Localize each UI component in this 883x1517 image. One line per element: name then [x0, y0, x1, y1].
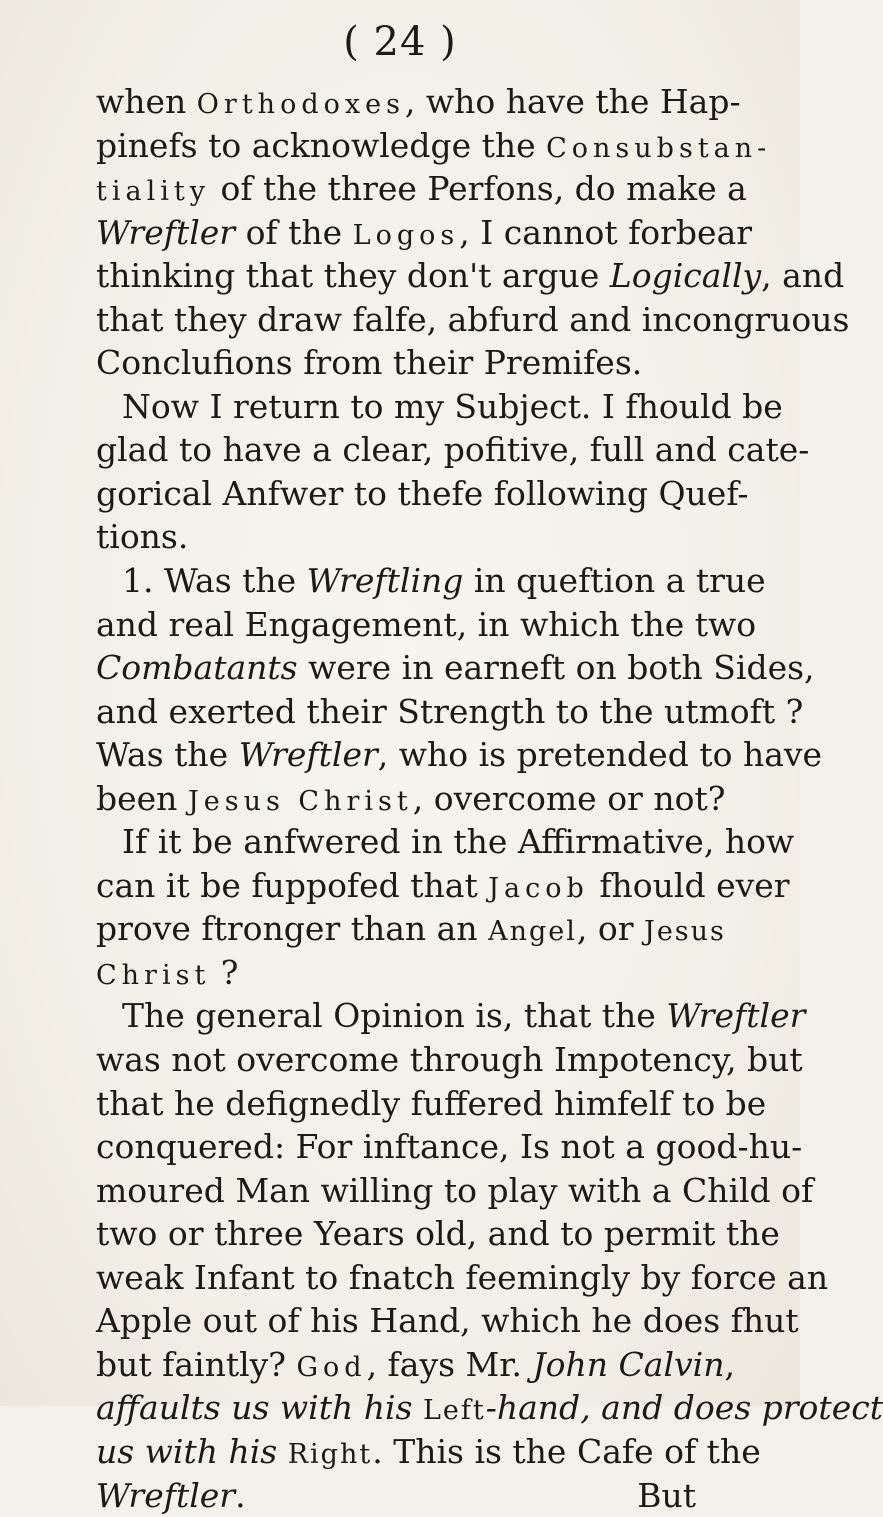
text-line: prove ftronger than an Angel, or Jesus	[96, 907, 696, 951]
text-line: two or three Years old, and to permit the	[96, 1212, 696, 1256]
text-line: Apple out of his Hand, which he does fhut	[96, 1299, 696, 1343]
text-line: but faintly? God, fays Mr. John Calvin,	[96, 1343, 696, 1387]
text-line: conquered: For inftance, Is not a good-hu-	[96, 1125, 696, 1169]
text-line: The general Opinion is, that the Wreftler	[96, 994, 696, 1038]
text-line: Was the Wreftler, who is pretended to have	[96, 733, 696, 777]
text-line: can it be fuppofed that Jacob fhould ever	[96, 864, 696, 908]
text-line: 1. Was the Wreftling in queftion a true	[96, 559, 696, 603]
text-line: pinefs to acknowledge the Consubstan-	[96, 124, 696, 168]
text-line: tions.	[96, 515, 696, 559]
text-line: moured Man willing to play with a Child of	[96, 1169, 696, 1213]
text-line: Wreftler of the Logos, I cannot forbear	[96, 211, 696, 255]
text-line: Christ ?	[96, 951, 696, 995]
text-line: tiality of the three Perfons, do make a	[96, 167, 696, 211]
text-line: and exerted their Strength to the utmoft ?	[96, 690, 696, 734]
text-line: us with his Right. This is the Cafe of the	[96, 1430, 696, 1474]
text-line: that they draw falfe, abfurd and incongruous	[96, 298, 696, 342]
text-line: weak Infant to fnatch feemingly by force an	[96, 1256, 696, 1300]
text-line: affaults us with his Left-hand, and does protect	[96, 1386, 696, 1430]
text-line: glad to have a clear, pofitive, full and cate-	[96, 428, 696, 472]
text-line: and real Engagement, in which the two	[96, 603, 696, 647]
text-line: been Jesus Christ, overcome or not?	[96, 777, 696, 821]
body-text	[96, 80, 696, 1517]
text-line: when Orthodoxes, who have the Hap-	[96, 80, 696, 124]
text-line: Now I return to my Subject. I fhould be	[96, 385, 696, 429]
text-line-with-catchword: Wreftler. But	[96, 1474, 696, 1517]
text-line: that he defignedly fuffered himfelf to be	[96, 1082, 696, 1126]
page-number: ( 24 )	[0, 18, 800, 66]
text-line: gorical Anfwer to thefe following Quef-	[96, 472, 696, 516]
text-line: was not overcome through Impotency, but	[96, 1038, 696, 1082]
text-line: Combatants were in earneft on both Sides,	[96, 646, 696, 690]
text-line: If it be anfwered in the Affirmative, how	[96, 820, 696, 864]
catchword: But	[637, 1474, 696, 1517]
text-line: thinking that they don't argue Logically, and	[96, 254, 696, 298]
text-line: Conclufions from their Premifes.	[96, 341, 696, 385]
